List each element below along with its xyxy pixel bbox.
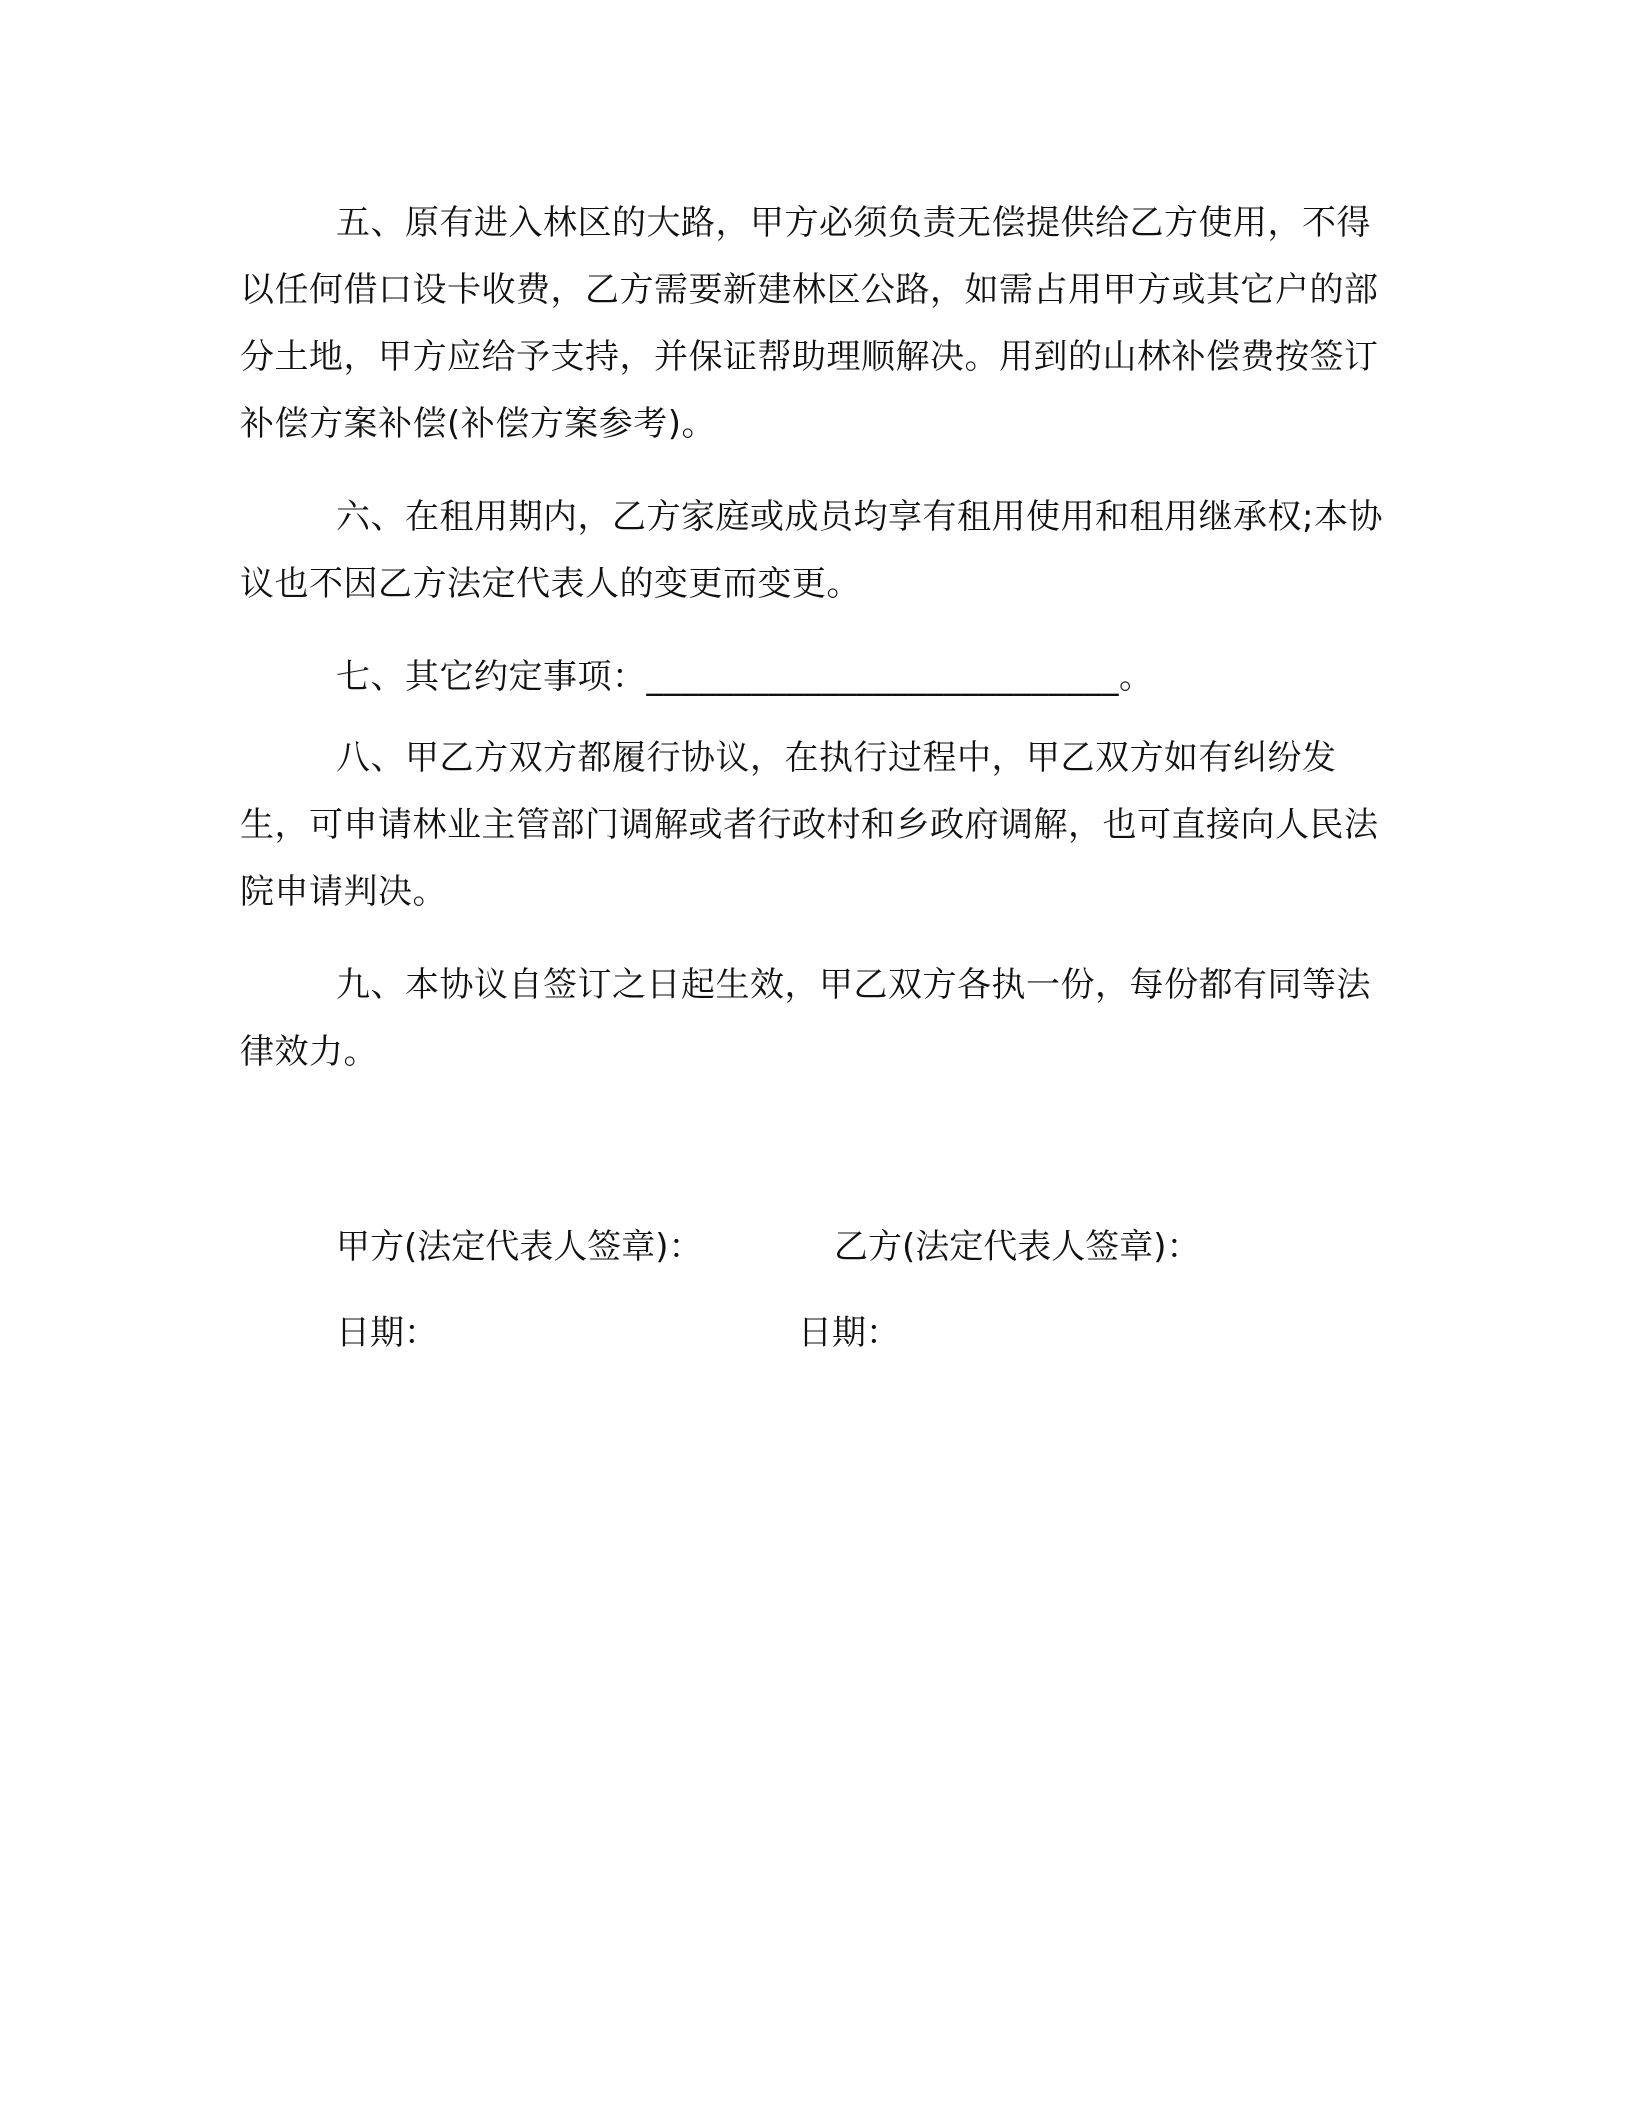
clause-7: 七、其它约定事项：___________________________。 bbox=[336, 657, 1154, 697]
agreement-body bbox=[240, 190, 1390, 1112]
party-b-date-label: 日期： bbox=[798, 1313, 900, 1353]
clause-6: 六、在租用期内，乙方家庭或成员均享有租用使用和租用继承权;本协议也不因乙方法定代表人的变更而变更。 bbox=[240, 497, 1383, 604]
party-a-signature-label: 甲方(法定代表人签章)： bbox=[336, 1227, 703, 1267]
clause-8: 八、甲乙方双方都履行协议，在执行过程中，甲乙双方如有纠纷发生，可申请林业主管部门调解或者行政村和乡政府调解，也可直接向人民法院申请判决。 bbox=[240, 738, 1379, 912]
party-a-date-label: 日期： bbox=[336, 1313, 438, 1353]
clause-5: 五、原有进入林区的大路，甲方必须负责无偿提供给乙方使用，不得以任何借口设卡收费，乙方需要新建林区公路，如需占用甲方或其它户的部分土地，甲方应给予支持，并保证帮助理顺解决。用到的山林补偿费按签订补偿方案补偿(补偿方案参考)。 bbox=[240, 203, 1379, 444]
clause-9: 九、本协议自签订之日起生效，甲乙双方各执一份，每份都有同等法律效力。 bbox=[240, 965, 1371, 1072]
party-b-signature-label: 乙方(法定代表人签章)： bbox=[834, 1227, 1201, 1267]
